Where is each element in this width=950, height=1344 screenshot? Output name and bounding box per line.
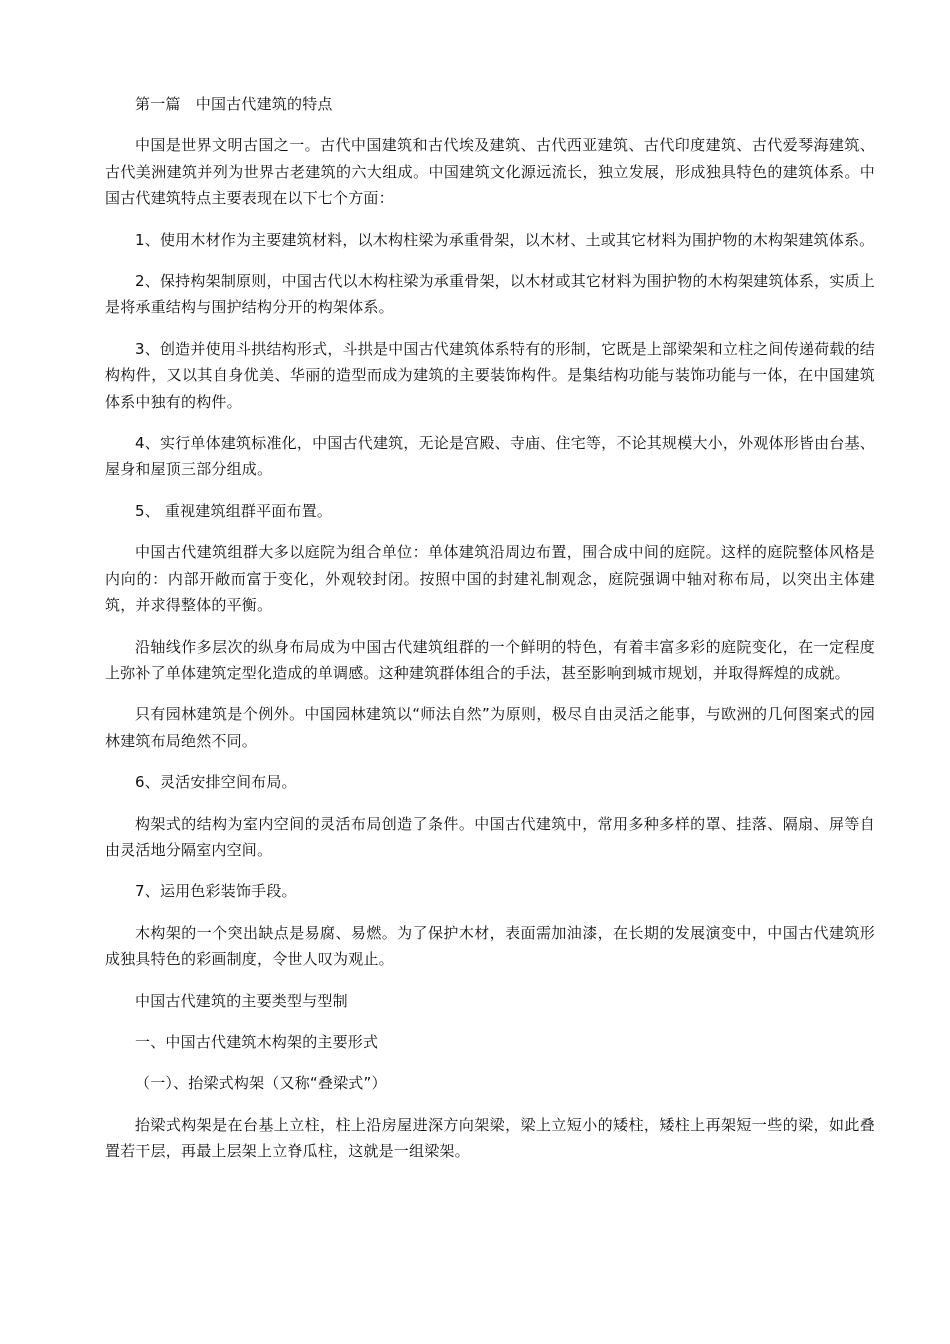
paragraph-point-6: 6、灵活安排空间布局。: [135, 773, 297, 792]
paragraph-point-3: 3、创造并使用斗拱结构形式，斗拱是中国古代建筑体系特有的形制，它既是上部梁架和立柱之间传递荷载的结构构件，又以其自身优美、华丽的造型而成为建筑的主要装饰构件。是集结构功能与装饰功能与一体，在中国建筑体系中独有的构件。: [105, 339, 875, 411]
paragraph-courtyard: 中国古代建筑组群大多以庭院为组合单位：单体建筑沿周边布置，围合成中间的庭院。这样的庭院整体风格是内向的：内部开敞而富于变化，外观较封闭。按照中国的封建礼制观念，庭院强调中轴对称布局，以突出主体建筑，并求得整体的平衡。: [105, 543, 875, 615]
section-heading-1: 一、中国古代建筑木构架的主要形式: [135, 1032, 379, 1051]
paragraph-point-5: 5、 重视建筑组群平面布置。: [135, 501, 333, 520]
document-body: [105, 91, 875, 1165]
paragraph-point-1: 1、使用木材作为主要建筑材料，以木构柱梁为承重骨架，以木材、土或其它材料为围护物的木构架建筑体系。: [135, 230, 875, 249]
paragraph-garden: 只有园林建筑是个例外。中国园林建筑以“师法自然”为原则，极尽自由灵活之能事，与欧洲的几何图案式的园林建筑布局绝然不同。: [105, 705, 875, 750]
section-title-types: 中国古代建筑的主要类型与型制: [135, 991, 348, 1010]
subsection-heading-1: （一）、抬梁式构架（又称“叠梁式”）: [135, 1074, 387, 1093]
paragraph-point-4: 4、实行单体建筑标准化，中国古代建筑，无论是宫殿、寺庙、住宅等，不论其规模大小，外观体形皆由台基、屋身和屋顶三部分组成。: [105, 434, 875, 479]
chapter-title: 第一篇 中国古代建筑的特点: [135, 95, 333, 113]
paragraph-intro: 中国是世界文明古国之一。古代中国建筑和古代埃及建筑、古代西亚建筑、古代印度建筑、古代爱琴海建筑、古代美洲建筑并列为世界古老建筑的六大组成。中国建筑文化源远流长，独立发展，形成独具特色的建筑体系。中国古代建筑特点主要表现在以下七个方面：: [105, 136, 875, 208]
paragraph-point-2: 2、保持构架制原则，中国古代以木构柱梁为承重骨架，以木材或其它材料为围护物的木构架建筑体系，实质上是将承重结构与围护结构分开的构架体系。: [105, 272, 875, 317]
paragraph-axis-layout: 沿轴线作多层次的纵身布局成为中国古代建筑组群的一个鲜明的特色，有着丰富多彩的庭院变化，在一定程度上弥补了单体建筑定型化造成的单调感。这种建筑群体组合的手法，甚至影响到城市规划，并取得辉煌的成就。: [105, 637, 875, 682]
paragraph-interior-space: 构架式的结构为室内空间的灵活布局创造了条件。中国古代建筑中，常用多种多样的罩、挂落、隔扇、屏等自由灵活地分隔室内空间。: [105, 814, 875, 859]
paragraph-point-7: 7、运用色彩装饰手段。: [135, 882, 297, 901]
paragraph-color-decoration: 木构架的一个突出缺点是易腐、易燃。为了保护木材，表面需加油漆，在长期的发展演变中，中国古代建筑形成独具特色的彩画制度，令世人叹为观止。: [105, 923, 875, 969]
paragraph-beam-frame: 抬梁式构架是在台基上立柱，柱上沿房屋进深方向架梁，梁上立短小的矮柱，矮柱上再架短一些的梁，如此叠置若干层，再最上层架上立脊瓜柱，这就是一组梁架。: [105, 1115, 875, 1161]
